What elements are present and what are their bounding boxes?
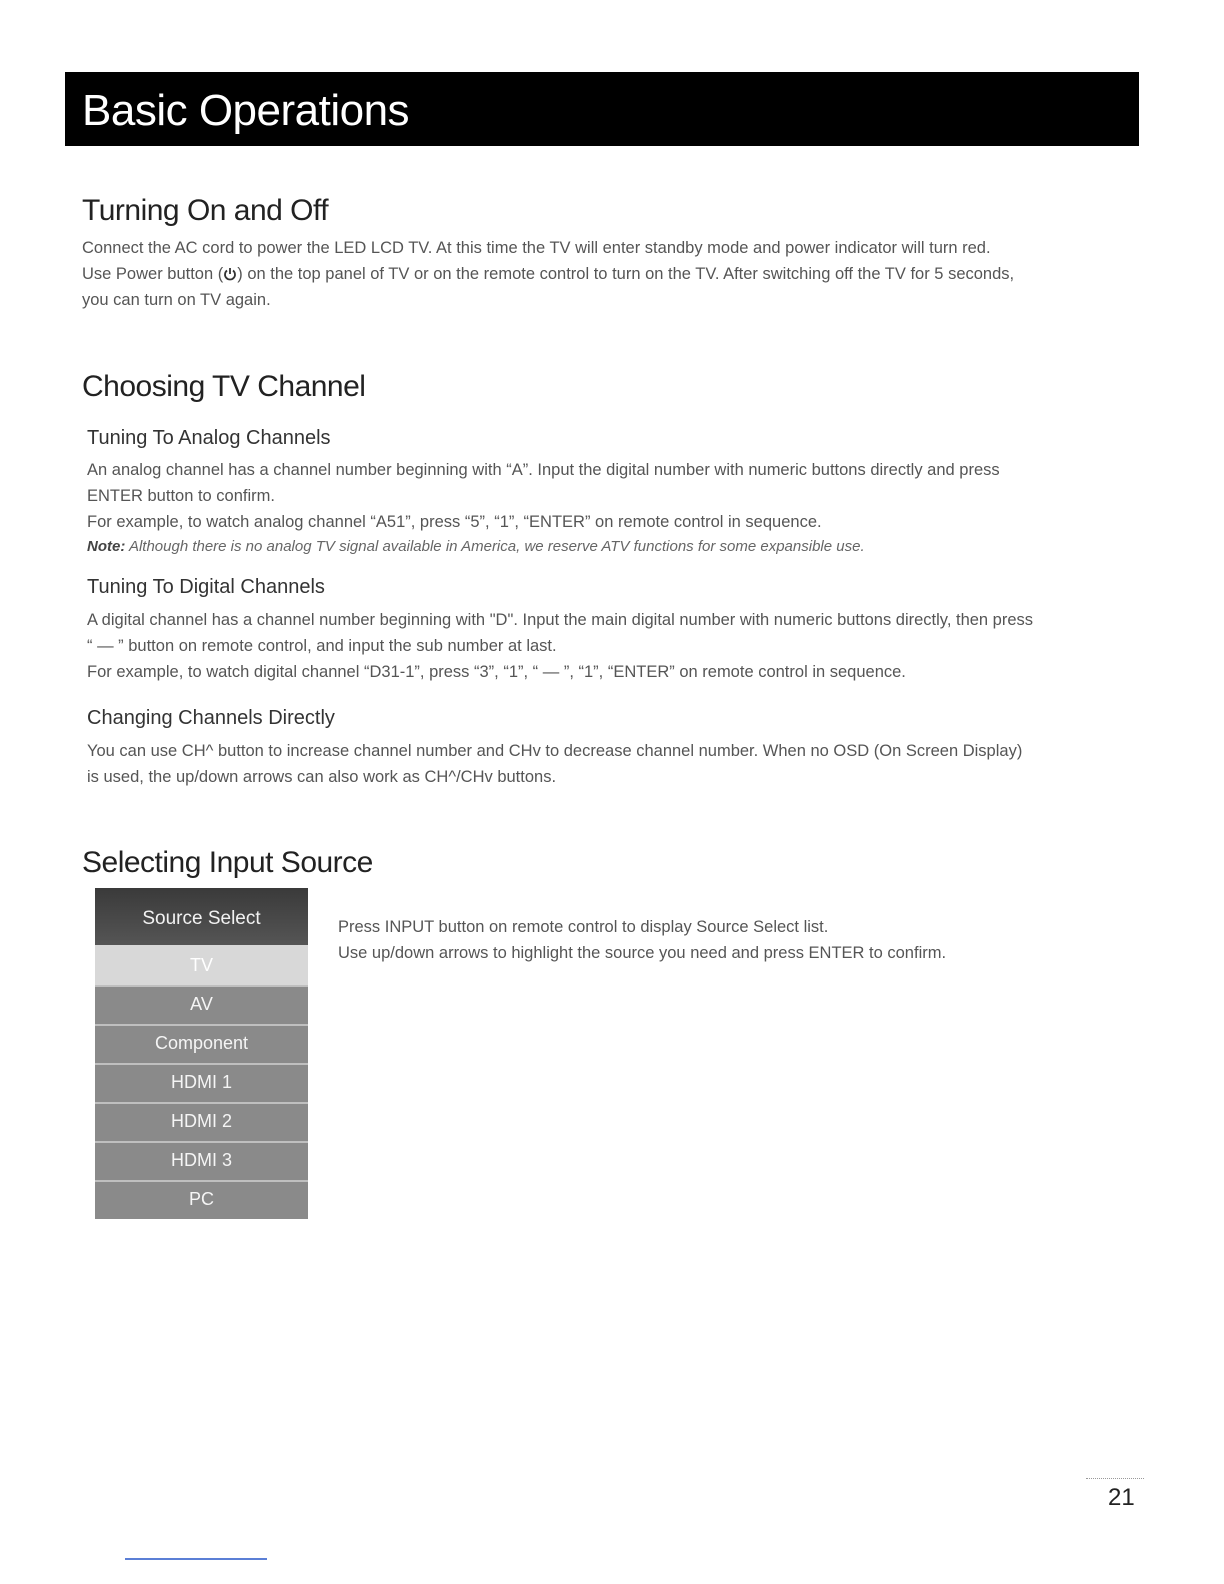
source-item-pc[interactable]: PC	[95, 1182, 308, 1219]
source-item-component[interactable]: Component	[95, 1026, 308, 1063]
digital-line-2: “ — ” button on remote control, and input the sub number at last.	[87, 637, 557, 655]
note-label: Note:	[87, 538, 126, 555]
source-select-menu	[95, 888, 308, 1218]
footer-rule	[125, 1558, 267, 1560]
page-number: 21	[1108, 1484, 1135, 1511]
analog-line-3: For example, to watch analog channel “A51”, press “5”, “1”, “ENTER” on remote control in sequence.	[87, 513, 822, 531]
source-instructions	[338, 914, 946, 966]
source-select-title: Source Select	[95, 888, 308, 945]
page-number-rule	[1086, 1478, 1144, 1479]
source-item-av[interactable]: AV	[95, 987, 308, 1024]
heading-input-source: Selecting Input Source	[82, 846, 373, 879]
source-line-1: Press INPUT button on remote control to display Source Select list.	[338, 918, 829, 936]
power-line-2: Use Power button ( ) on the top panel of TV or on the remote control to turn on the TV. After switching off the TV for 5 seconds,	[82, 265, 1015, 283]
heading-digital: Tuning To Digital Channels	[87, 576, 325, 598]
digital-paragraph	[87, 607, 1147, 685]
source-item-hdmi3[interactable]: HDMI 3	[95, 1143, 308, 1180]
analog-line-2: ENTER button to confirm.	[87, 487, 275, 505]
direct-line-1: You can use CH^ button to increase channel number and CHv to decrease channel number. When no OSD (On Screen Display)	[87, 742, 1023, 760]
digital-line-3: For example, to watch digital channel “D31-1”, press “3”, “1”, “ — ”, “1”, “ENTER” on remote control in sequence.	[87, 663, 906, 681]
power-line-3: you can turn on TV again.	[82, 291, 271, 309]
analog-note	[87, 538, 865, 555]
source-item-hdmi1[interactable]: HDMI 1	[95, 1065, 308, 1102]
page-banner-title: Basic Operations	[65, 72, 1139, 146]
heading-choosing-channel: Choosing TV Channel	[82, 370, 366, 403]
analog-paragraph	[87, 457, 1147, 535]
heading-direct: Changing Channels Directly	[87, 707, 335, 729]
direct-line-2: is used, the up/down arrows can also work as CH^/CHv buttons.	[87, 768, 557, 786]
heading-analog: Tuning To Analog Channels	[87, 427, 331, 449]
digital-line-1: A digital channel has a channel number beginning with "D". Input the main digital number with numeric buttons directly, then press	[87, 611, 1034, 629]
power-icon	[223, 267, 237, 281]
power-paragraph	[82, 235, 1142, 313]
analog-line-1: An analog channel has a channel number beginning with “A”. Input the digital number with numeric buttons directly and press	[87, 461, 1000, 479]
note-text: Although there is no analog TV signal available in America, we reserve ATV functions for some expansible use.	[125, 538, 865, 555]
power-line-1: Connect the AC cord to power the LED LCD TV. At this time the TV will enter standby mode and power indicator will turn red.	[82, 239, 991, 257]
source-item-hdmi2[interactable]: HDMI 2	[95, 1104, 308, 1141]
source-item-tv[interactable]: TV	[95, 945, 308, 985]
direct-paragraph	[87, 738, 1147, 790]
heading-turning-on-off: Turning On and Off	[82, 194, 329, 227]
source-line-2: Use up/down arrows to highlight the source you need and press ENTER to confirm.	[338, 944, 947, 962]
